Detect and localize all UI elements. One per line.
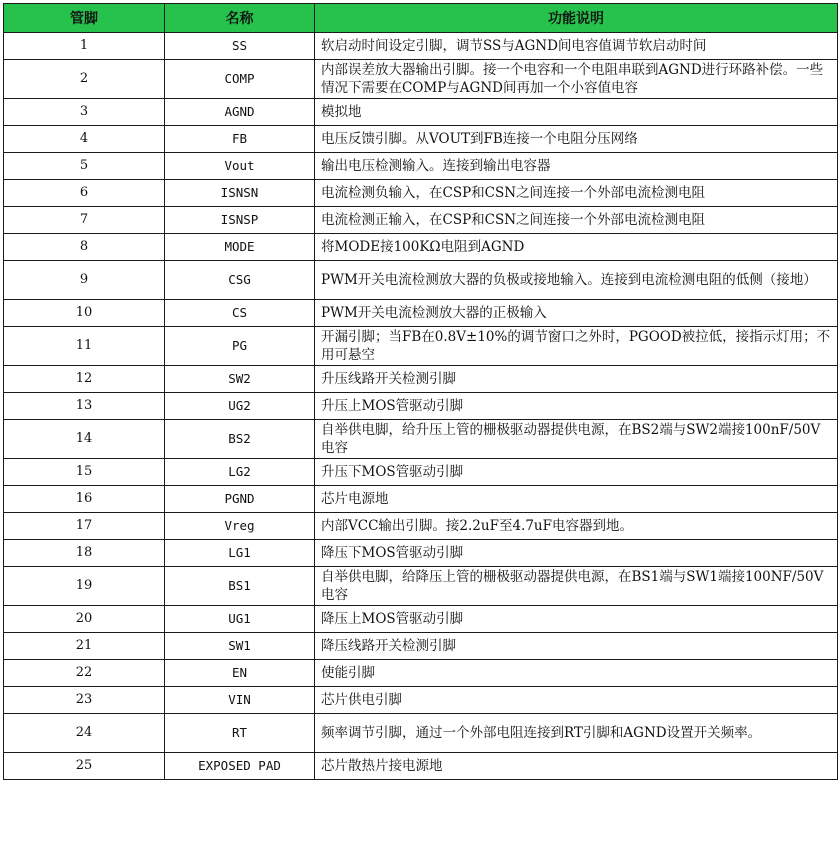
pin-number: 16 (4, 486, 165, 513)
table-row (4, 714, 838, 753)
table-row (4, 153, 838, 180)
table-row (4, 180, 838, 207)
pin-number: 19 (4, 567, 165, 606)
pin-name: PGND (165, 486, 315, 513)
pin-description: 自举供电脚，给升压上管的栅极驱动器提供电源，在BS2端与SW2端接100nF/50V电容 (315, 420, 838, 459)
table-row (4, 486, 838, 513)
pin-description: 降压上MOS管驱动引脚 (315, 606, 838, 633)
header-name: 名称 (165, 4, 315, 33)
pin-description: 电压反馈引脚。从VOUT到FB连接一个电阻分压网络 (315, 126, 838, 153)
table-row (4, 513, 838, 540)
table-header-row (4, 4, 838, 33)
table-row (4, 540, 838, 567)
table-row (4, 366, 838, 393)
pin-number: 1 (4, 33, 165, 60)
pin-description: 升压线路开关检测引脚 (315, 366, 838, 393)
pin-number: 2 (4, 60, 165, 99)
pin-name: FB (165, 126, 315, 153)
table-row (4, 327, 838, 366)
pin-description: 升压下MOS管驱动引脚 (315, 459, 838, 486)
pin-number: 6 (4, 180, 165, 207)
pin-name: SW2 (165, 366, 315, 393)
pin-number: 3 (4, 99, 165, 126)
pin-name: LG2 (165, 459, 315, 486)
pin-number: 15 (4, 459, 165, 486)
pin-name: LG1 (165, 540, 315, 567)
pin-name: VIN (165, 687, 315, 714)
pin-number: 24 (4, 714, 165, 753)
pin-number: 23 (4, 687, 165, 714)
pin-description: 输出电压检测输入。连接到输出电容器 (315, 153, 838, 180)
pin-description: 电流检测正输入，在CSP和CSN之间连接一个外部电流检测电阻 (315, 207, 838, 234)
pin-number: 5 (4, 153, 165, 180)
pin-number: 12 (4, 366, 165, 393)
pin-description: 芯片供电引脚 (315, 687, 838, 714)
table-row (4, 126, 838, 153)
pin-name: CSG (165, 261, 315, 300)
header-pin: 管脚 (4, 4, 165, 33)
pin-description: 开漏引脚；当FB在0.8V±10%的调节窗口之外时，PGOOD被拉低，接指示灯用；不用可悬空 (315, 327, 838, 366)
table-row (4, 300, 838, 327)
pin-number: 9 (4, 261, 165, 300)
pin-table-container (3, 3, 838, 780)
table-row (4, 261, 838, 300)
pin-name: UG1 (165, 606, 315, 633)
table-row (4, 207, 838, 234)
pin-name: CS (165, 300, 315, 327)
pin-name: MODE (165, 234, 315, 261)
table-row (4, 60, 838, 99)
table-row (4, 420, 838, 459)
pin-name: Vout (165, 153, 315, 180)
pin-description: 频率调节引脚，通过一个外部电阻连接到RT引脚和AGND设置开关频率。 (315, 714, 838, 753)
table-row (4, 633, 838, 660)
pin-description: 降压线路开关检测引脚 (315, 633, 838, 660)
pin-name: ISNSP (165, 207, 315, 234)
pin-description: 内部VCC输出引脚。接2.2uF至4.7uF电容器到地。 (315, 513, 838, 540)
pin-name: BS1 (165, 567, 315, 606)
pin-number: 25 (4, 753, 165, 780)
pin-description: 模拟地 (315, 99, 838, 126)
pin-description: 内部误差放大器输出引脚。接一个电容和一个电阻串联到AGND进行环路补偿。一些情况下需要在COMP与AGND间再加一个小容值电容 (315, 60, 838, 99)
table-row (4, 660, 838, 687)
pin-description: PWM开关电流检测放大器的正极输入 (315, 300, 838, 327)
pin-number: 13 (4, 393, 165, 420)
pin-description: 自举供电脚，给降压上管的栅极驱动器提供电源，在BS1端与SW1端接100NF/50V电容 (315, 567, 838, 606)
table-row (4, 99, 838, 126)
table-row (4, 33, 838, 60)
pin-description: 将MODE接100KΩ电阻到AGND (315, 234, 838, 261)
pin-name: COMP (165, 60, 315, 99)
pin-description: 芯片电源地 (315, 486, 838, 513)
pin-description: 降压下MOS管驱动引脚 (315, 540, 838, 567)
pin-number: 18 (4, 540, 165, 567)
table-row (4, 459, 838, 486)
table-row (4, 234, 838, 261)
pin-name: SW1 (165, 633, 315, 660)
pin-number: 4 (4, 126, 165, 153)
pin-function-table (3, 3, 838, 780)
table-row (4, 393, 838, 420)
pin-number: 17 (4, 513, 165, 540)
pin-description: PWM开关电流检测放大器的负极或接地输入。连接到电流检测电阻的低侧（接地） (315, 261, 838, 300)
pin-number: 20 (4, 606, 165, 633)
pin-name: RT (165, 714, 315, 753)
pin-name: BS2 (165, 420, 315, 459)
pin-name: SS (165, 33, 315, 60)
pin-description: 使能引脚 (315, 660, 838, 687)
pin-name: ISNSN (165, 180, 315, 207)
pin-name: AGND (165, 99, 315, 126)
pin-description: 电流检测负输入，在CSP和CSN之间连接一个外部电流检测电阻 (315, 180, 838, 207)
pin-number: 22 (4, 660, 165, 687)
pin-number: 8 (4, 234, 165, 261)
table-row (4, 567, 838, 606)
pin-number: 11 (4, 327, 165, 366)
pin-name: EN (165, 660, 315, 687)
pin-description: 芯片散热片接电源地 (315, 753, 838, 780)
pin-name: UG2 (165, 393, 315, 420)
table-row (4, 606, 838, 633)
pin-description: 升压上MOS管驱动引脚 (315, 393, 838, 420)
pin-description: 软启动时间设定引脚，调节SS与AGND间电容值调节软启动时间 (315, 33, 838, 60)
table-row (4, 753, 838, 780)
pin-name: Vreg (165, 513, 315, 540)
pin-number: 14 (4, 420, 165, 459)
table-row (4, 687, 838, 714)
pin-number: 21 (4, 633, 165, 660)
pin-number: 10 (4, 300, 165, 327)
pin-name: EXPOSED PAD (165, 753, 315, 780)
pin-number: 7 (4, 207, 165, 234)
pin-name: PG (165, 327, 315, 366)
header-function: 功能说明 (315, 4, 838, 33)
